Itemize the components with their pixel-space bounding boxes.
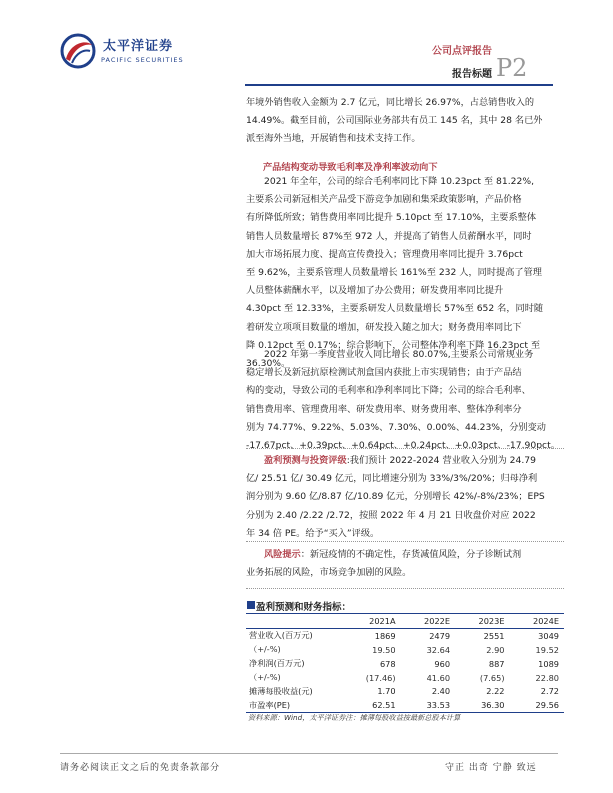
table-cell: 2551 xyxy=(483,630,505,641)
intro-paragraph xyxy=(246,94,564,149)
text-line: 业务拓展的风险，市场竞争加剧的风险。 xyxy=(246,567,412,579)
text-line: 年 34 倍 PE。给予“买入”评级。 xyxy=(246,527,380,539)
table-row xyxy=(246,657,564,671)
table-cell: 32.64 xyxy=(426,644,451,655)
section-title: 产品结构变动导致毛利率及净利率波动向下 xyxy=(263,162,438,173)
text-line: 年境外销售收入金额为 2.7 亿元，同比增长 26.97%，占总销售收入的 xyxy=(246,97,535,108)
table-row xyxy=(246,643,564,657)
table-cell: 678 xyxy=(379,658,396,669)
brand-name-cn: 太平洋证券 xyxy=(103,39,174,54)
row-label: （+/-%) xyxy=(249,644,281,655)
text-line: 稳定增长及新冠抗原检测试剂盒国内获批上市实现销售；由于产品结 xyxy=(246,367,522,379)
table-cell: 1869 xyxy=(374,630,396,641)
table-cell: 2.72 xyxy=(540,686,559,697)
text-line: 2021 年全年，公司的综合毛利率同比下降 10.23pct 至 81.22%, xyxy=(264,176,534,187)
text-line: 构的变动，导致公司的毛利率和净利率同比下降；公司的综合毛利率、 xyxy=(246,385,531,397)
text-line: 销售人员数量增长 87%至 972 人，并提高了销售人员薪酬水平，同时 xyxy=(246,230,532,242)
text-line: 着研发立项项目数量的增加，研发投入随之加大；财务费用率同比下 xyxy=(246,321,522,333)
row-label: 净利润(百万元) xyxy=(249,658,305,669)
risk-label: 风险提示 xyxy=(264,549,301,560)
table-cell: 1089 xyxy=(538,658,559,669)
dotted-divider xyxy=(246,588,564,589)
table-header-cell: 2022E xyxy=(401,614,455,629)
brand-name-en: PACIFIC SECURITIES xyxy=(101,56,184,64)
text-line: 14.49%。截至目前，公司国际业务部共有员工 145 名，其中 28 名已外 xyxy=(246,115,543,127)
risk-paragraph xyxy=(246,546,564,582)
report-title: 报告标题 xyxy=(452,69,492,80)
table-cell: 2.90 xyxy=(486,644,505,655)
text-line: 人员整体薪酬水平，以及增加了办公费用；研发费用率同比提升 xyxy=(246,285,504,297)
table-cell: 41.60 xyxy=(426,672,451,683)
table-title-marker-icon xyxy=(247,601,255,609)
pacific-securities-logo-icon xyxy=(60,33,96,69)
table-row xyxy=(246,684,564,698)
text-line: -17.67pct、+0.39pct、+0.64pct、+0.24pct、+0.03pct、-17.90pct。 xyxy=(246,439,560,451)
text-line: 至 9.62%，主要系管理人员数量增长 161%至 232 人，同时提高了管理 xyxy=(246,266,542,278)
row-label: 摊薄每股收益(元) xyxy=(249,685,313,696)
dotted-divider xyxy=(246,541,564,542)
table-cell: 29.56 xyxy=(510,698,564,712)
text-line: 别为 74.77%、9.22%、5.03%、7.30%、0.00%、44.23%，分别变动 xyxy=(246,421,546,433)
table-cell: 2.40 xyxy=(431,686,451,697)
text-line: 派至海外当地，开展销售和技术支持工作。 xyxy=(246,133,421,145)
table-cell: 62.51 xyxy=(340,698,401,712)
text-line xyxy=(246,546,564,564)
forecast-text: :我们预计 2022-2024 营业收入分别为 24.79 xyxy=(346,455,536,466)
text-line: 主要系公司新冠相关产品受下游竞争加剧和集采政策影响，产品价格 xyxy=(246,194,522,206)
forecast-label: 盈利预测与投资评级 xyxy=(264,455,347,466)
text-line: 降 0.12pct 至 0.17%；综合影响下，公司整体净利率下降 16.23pct 至 xyxy=(246,339,541,351)
financial-table xyxy=(246,613,564,713)
footer-motto: 守正 出奇 宁静 致远 xyxy=(445,763,537,773)
table-row xyxy=(246,698,564,712)
table-title: 盈利预测和财务指标： xyxy=(256,602,352,613)
table-cell: 887 xyxy=(488,658,505,669)
page-number: P2 xyxy=(496,54,528,82)
table-cell: 33.53 xyxy=(401,698,455,712)
text-line: 分别为 2.40 /2.22 /2.72，按照 2022 年 4 月 21 日收盘价对应 2022 xyxy=(246,509,536,521)
footer-disclaimer: 请务必阅读正文之后的免责条款部分 xyxy=(60,763,221,773)
text-line: 亿/ 25.51 亿/ 30.49 亿元，同比增速分别为 33%/3%/20%；归母净利 xyxy=(246,473,538,485)
table-row xyxy=(246,628,564,642)
q1-analysis-paragraph xyxy=(246,346,564,455)
table-header-cell xyxy=(246,614,340,629)
table-cell: 19.50 xyxy=(372,644,396,655)
text-line xyxy=(246,452,564,470)
text-line: 有所降低所致；销售费用率同比提升 5.10pct 至 17.10%，主要系整体 xyxy=(246,212,537,224)
table-cell-negative: (17.46) xyxy=(365,672,396,683)
table-cell: 19.52 xyxy=(535,644,559,655)
text-line: 加大市场拓展力度、提高宣传费投入；管理费用率同比提升 3.76pct xyxy=(246,248,523,260)
text-line: 4.30pct 至 12.33%，主要系研发人员数量增长 57%至 652 名，同时随 xyxy=(246,303,544,315)
text-line: 36.30%。 xyxy=(246,357,291,369)
table-header-cell: 2021A xyxy=(340,614,401,629)
table-cell: 2.22 xyxy=(486,686,505,697)
table-header-cell: 2023E xyxy=(455,614,509,629)
table-cell: 3049 xyxy=(538,630,559,641)
text-line: 2022 年第一季度营业收入同比增长 80.07%,主要系公司常规业务 xyxy=(264,349,534,360)
annual-analysis-paragraph xyxy=(246,173,564,373)
table-header-row xyxy=(246,614,564,629)
header-divider xyxy=(245,84,553,86)
text-line: 销售费用率、管理费用率、研发费用率、财务费用率、整体净利率分 xyxy=(246,403,522,415)
table-cell: 2479 xyxy=(429,630,451,641)
row-label: 营业收入(百万元) xyxy=(249,630,313,641)
text-line: 润分别为 9.60 亿/8.87 亿/10.89 亿元，分别增长 42%/-8%/23%；EPS xyxy=(246,491,545,503)
forecast-paragraph xyxy=(246,452,564,543)
table-cell: 22.80 xyxy=(535,672,559,683)
table-header-cell: 2024E xyxy=(510,614,564,629)
table-cell: 960 xyxy=(434,658,451,669)
row-label: 市盈率(PE) xyxy=(246,698,340,712)
dotted-divider xyxy=(246,448,564,449)
row-label: （+/-%) xyxy=(249,672,281,682)
risk-text: ：新冠疫情的不确定性，存货减值风险，分子诊断试剂 xyxy=(300,549,522,560)
table-cell-negative: (7.65) xyxy=(479,672,505,683)
footer-divider xyxy=(60,753,558,754)
table-cell: 1.70 xyxy=(377,686,396,697)
table-cell: 36.30 xyxy=(455,698,509,712)
report-type: 公司点评报告 xyxy=(432,46,492,57)
table-source-note: 资料来源：Wind，太平洋证券注：摊薄每股收益按最新总股本计算 xyxy=(248,713,461,722)
table-row xyxy=(246,671,564,685)
